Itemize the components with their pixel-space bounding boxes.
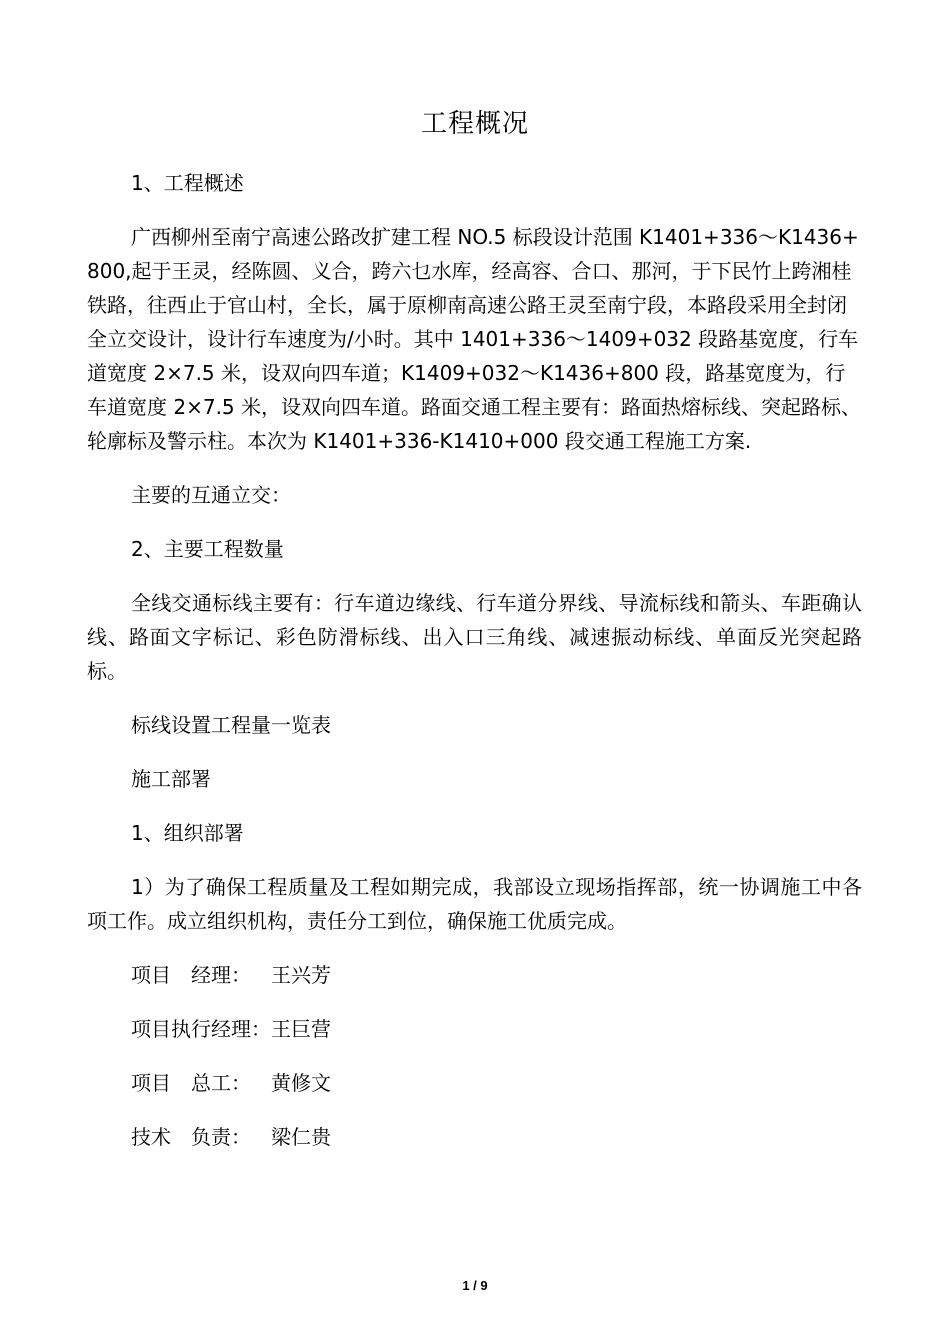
staff-row-executive-manager <box>131 1012 862 1046</box>
interchange-heading: 主要的互通立交： <box>131 483 291 507</box>
staff-label: 项目 经理： <box>131 963 251 987</box>
section-heading-deployment: 施工部署 <box>131 767 211 791</box>
staff-name: 梁仁贵 <box>251 1125 331 1149</box>
staff-label: 技术 负责： <box>131 1125 251 1149</box>
page-number: 1 / 9 <box>462 1278 488 1293</box>
section-heading-quantities: 2、主要工程数量 <box>131 537 284 561</box>
page-title: 工程概况 <box>420 109 529 139</box>
staff-row-technical-lead <box>131 1120 862 1154</box>
staff-label: 项目 总工： <box>131 1071 251 1095</box>
section-heading-overview: 1、工程概述 <box>131 171 244 195</box>
markings-paragraph: 全线交通标线主要有：行车道边缘线、行车道分界线、导流标线和箭头、车距确认线、路面文字标记、彩色防滑标线、出入口三角线、减速振动标线、单面反光突起路标。 <box>87 591 862 683</box>
section-heading-organization: 1、组织部署 <box>131 821 244 845</box>
organization-paragraph: 1）为了确保工程质量及工程如期完成，我部设立现场指挥部，统一协调施工中各项工作。成立组织机构，责任分工到位，确保施工优质完成。 <box>87 875 862 933</box>
staff-name: 王兴芳 <box>251 963 331 987</box>
staff-name: 王巨营 <box>271 1017 331 1041</box>
staff-label: 项目执行经理： <box>131 1017 271 1041</box>
document-body <box>87 166 862 1174</box>
staff-row-chief-engineer <box>131 1066 862 1100</box>
markings-table-caption: 标线设置工程量一览表 <box>131 713 331 737</box>
staff-row-manager <box>131 958 862 992</box>
staff-name: 黄修文 <box>251 1071 331 1095</box>
overview-paragraph: 广西柳州至南宁高速公路改扩建工程 NO.5 标段设计范围 K1401+336～K1436+800,起于王灵，经陈圆、义合，跨六乜水库，经高容、合口、那河，于下民竹上跨湘桂铁路，往西止于官山村，全长，属于原柳南高速公路王灵至南宁段，本路段采用全封闭全立交设计，设计行车速度为/小时。其中 1401+336～1409+032 段路基宽度，行车道宽度 2×7.5 米，设双向四车道；K1409+032～K1436+800 段，路基宽度为，行车道宽度 2×7.5 米，设双向四车道。路面交通工程主要有：路面热熔标线、突起路标、轮廓标及警示柱。本次为 K1401+336-K1410+000 段交通工程施工方案. <box>87 225 862 453</box>
